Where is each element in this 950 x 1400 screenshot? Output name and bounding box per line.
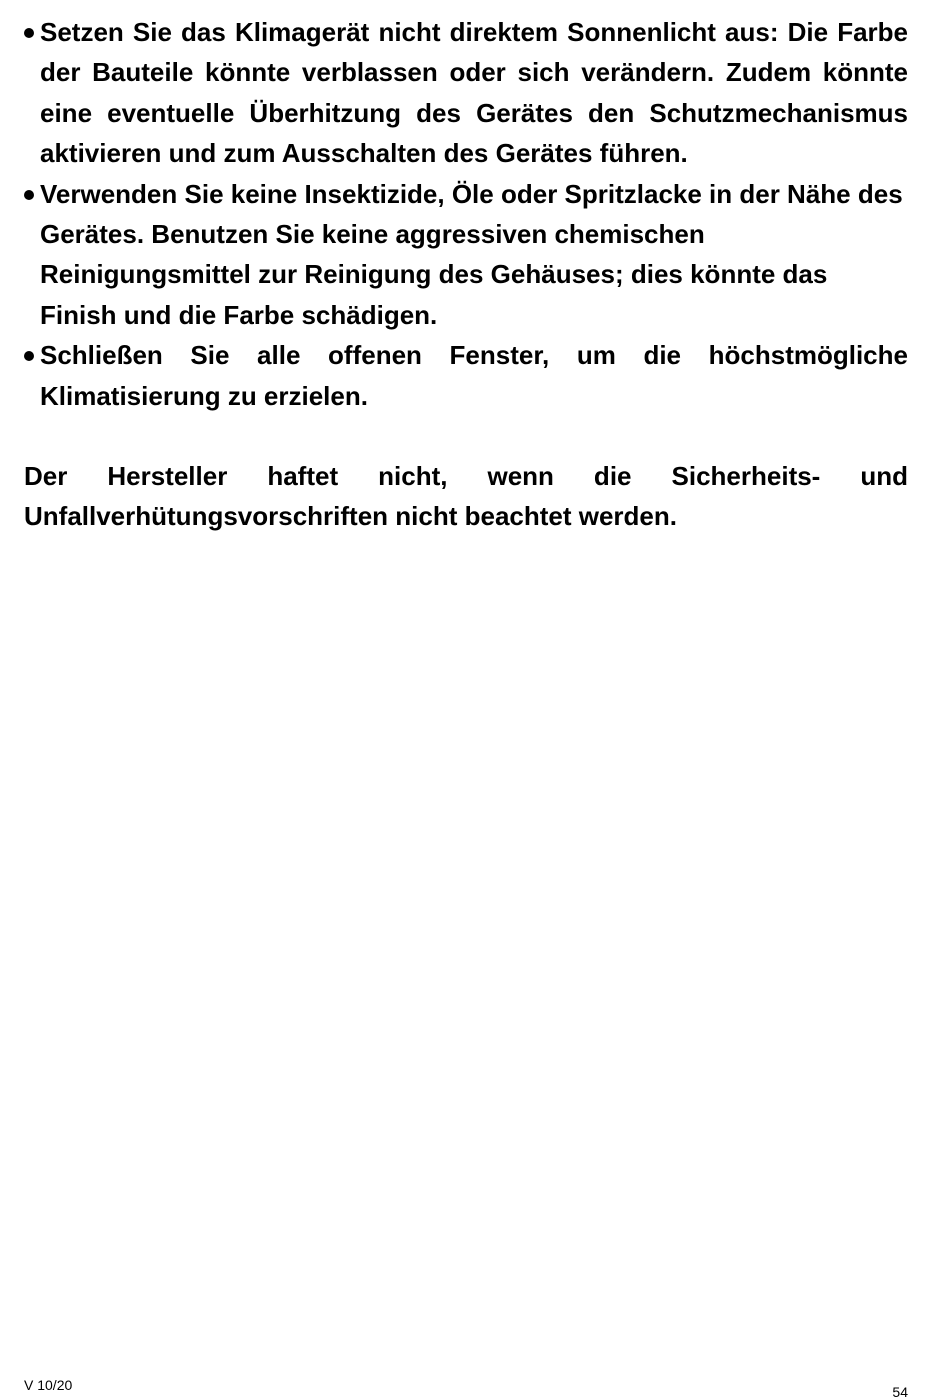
bullet-item [24, 12, 908, 174]
bullet-item [24, 335, 908, 416]
bullet-text: Setzen Sie das Klimagerät nicht direktem Sonnenlicht aus: Die Farbe der Bauteile könnte verblassen oder sich verändern. Zudem könnte eine eventuelle Überhitzung des Gerätes den Schutzmechanismus aktivieren und zum Ausschalten des Gerätes führen. [40, 17, 908, 169]
bullet-text: Schließen Sie alle offenen Fenster, um die höchstmögliche Klimatisierung zu erzielen. [40, 340, 908, 411]
version-label: V 10/20 [24, 1377, 73, 1393]
bullet-item [24, 174, 908, 336]
bullet-text: Verwenden Sie keine Insektizide, Öle oder Spritzlacke in der Nähe des Gerätes. Benutzen Sie keine aggressiven chemischen Reinigungsmittel zur Reinigung des Gehäuses; dies könnte das Finish und die Farbe schädigen. [40, 178, 903, 330]
bullet-icon [24, 351, 34, 361]
liability-disclaimer: Der Hersteller haftet nicht, wenn die Sicherheits- und Unfallverhütungsvorschriften nicht beachtet werden. [24, 461, 908, 532]
page-content [24, 12, 908, 562]
bullet-icon [24, 28, 34, 38]
page-number: 54 [892, 1384, 908, 1400]
safety-bullet-list [24, 12, 908, 416]
bullet-icon [24, 190, 34, 200]
